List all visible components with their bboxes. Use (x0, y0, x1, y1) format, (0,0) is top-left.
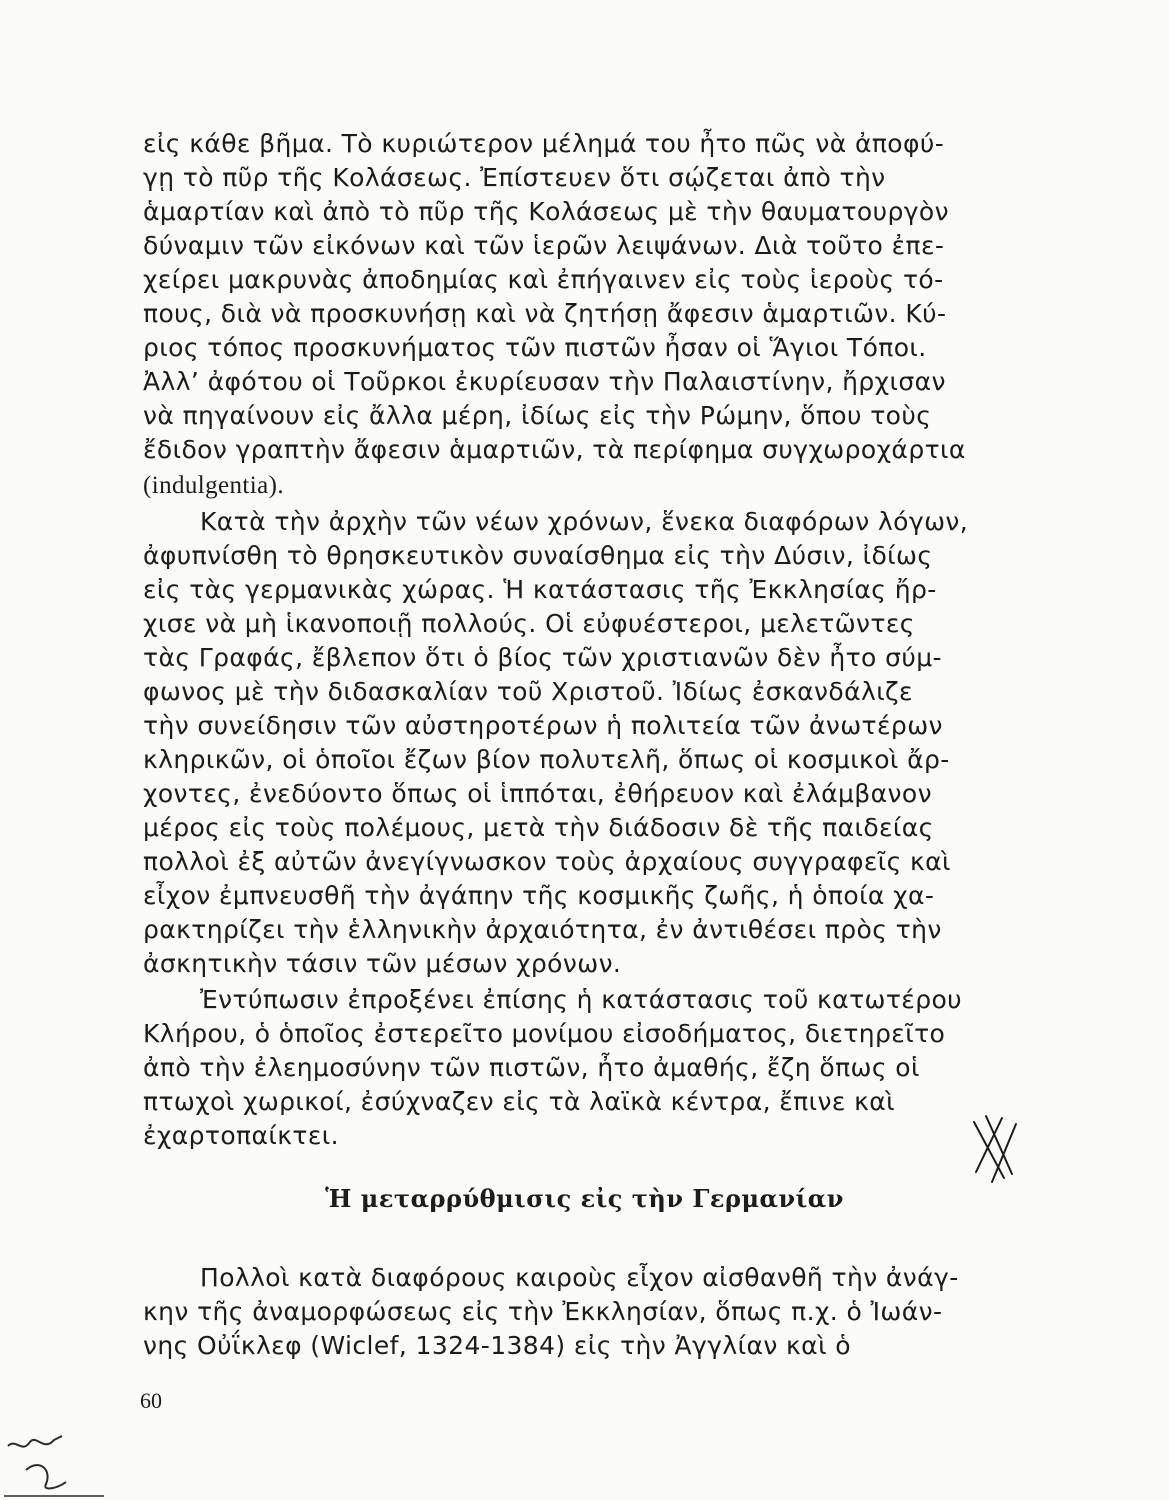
text-line: μέρος εἰς τοὺς πολέμους, μετὰ τὴν διάδοσιν δὲ τῆς παιδείας (143, 813, 934, 842)
section-heading: Ἡ μεταρρύθμισις εἰς τὴν Γερμανίαν (325, 1184, 844, 1213)
text-line: εἰς κάθε βῆμα. Τὸ κυριώτερον μέλημά του ἦτο πῶς νὰ ἀποφύ- (143, 129, 945, 158)
text-line: κην τῆς ἀναμορφώσεως εἰς τὴν Ἐκκλησίαν, ὅπως π.χ. ὁ Ἰωάν- (143, 1297, 943, 1326)
handwritten-cross-mark (964, 1108, 1024, 1186)
text-line: νὰ πηγαίνουν εἰς ἄλλα μέρη, ἰδίως εἰς τὴν Ρώμην, ὅπου τοὺς (143, 401, 932, 430)
text-line: φωνος μὲ τὴν διδασκαλίαν τοῦ Χριστοῦ. Ἰδίως ἐσκανδάλιζε (143, 677, 913, 706)
text-line: χείρει μακρυνὰς ἀποδημίας καὶ ἐπήγαινεν εἰς τοὺς ἱεροὺς τό- (143, 265, 944, 294)
page-number: 60 (140, 1388, 162, 1413)
text-line: πολλοὶ ἐξ αὐτῶν ἀνεγίγνωσκον τοὺς ἀρχαίους συγγραφεῖς καὶ (143, 847, 951, 876)
text-line: ἐχαρτοπαίκτει. (143, 1121, 339, 1150)
text-line: ἔδιδον γραπτὴν ἄφεσιν ἁμαρτιῶν, τὰ περίφημα συγχωροχάρτια (143, 435, 966, 464)
text-line: εἶχον ἐμπνευσθῆ τὴν ἀγάπην τῆς κοσμικῆς ζωῆς, ἡ ὁποία χα- (143, 881, 935, 910)
text-line: δύναμιν τῶν εἰκόνων καὶ τῶν ἱερῶν λειψάνων. Διὰ τοῦτο ἐπε- (143, 231, 945, 260)
text-line: Κατὰ τὴν ἀρχὴν τῶν νέων χρόνων, ἕνεκα διαφόρων λόγων, (200, 507, 969, 536)
handwritten-margin-scribble (0, 1430, 110, 1500)
text-line: ἀφυπνίσθη τὸ θρησκευτικὸν συναίσθημα εἰς τὴν Δύσιν, ἰδίως (143, 541, 933, 570)
text-line: τὴν συνείδησιν τῶν αὐστηροτέρων ἡ πολιτεία τῶν ἀνωτέρων (143, 711, 943, 740)
text-line: κληρικῶν, οἱ ὁποῖοι ἔζων βίον πολυτελῆ, ὅπως οἱ κοσμικοὶ ἄρ- (143, 745, 950, 774)
text-line: γῃ τὸ πῦρ τῆς Κολάσεως. Ἐπίστευεν ὅτι σῴζεται ἀπὸ τὴν (143, 163, 886, 192)
text-line: Ἀλλ’ ἀφότου οἱ Τοῦρκοι ἐκυρίευσαν τὴν Παλαιστίνην, ἤρχισαν (143, 367, 946, 396)
text-line: ἀπὸ τὴν ἐλεημοσύνην τῶν πιστῶν, ἦτο ἀμαθής, ἔζη ὅπως οἱ (143, 1053, 920, 1082)
text-line: ἁμαρτίαν καὶ ἀπὸ τὸ πῦρ τῆς Κολάσεως μὲ τὴν θαυματουργὸν (143, 197, 949, 226)
text-line: τὰς Γραφάς, ἔβλεπον ὅτι ὁ βίος τῶν χριστιανῶν δὲν ἦτο σύμ- (143, 643, 942, 672)
text-line: χισε νὰ μὴ ἱκανοποιῇ πολλούς. Οἱ εὐφυέστεροι, μελετῶντες (143, 609, 915, 638)
text-line: εἰς τὰς γερμανικὰς χώρας. Ἡ κατάστασις τῆς Ἐκκλησίας ἤρ- (143, 575, 937, 604)
text-line: Κλήρου, ὁ ὁποῖος ἐστερεῖτο μονίμου εἰσοδήματος, διετηρεῖτο (143, 1019, 946, 1048)
text-line: ἀσκητικὴν τάσιν τῶν μέσων χρόνων. (143, 949, 622, 978)
text-line: νης Οὐΐκλεφ (Wiclef, 1324-1384) εἰς τὴν Ἀγγλίαν καὶ ὁ (143, 1331, 851, 1360)
text-line: Πολλοὶ κατὰ διαφόρους καιροὺς εἶχον αἰσθανθῆ τὴν ἀνάγ- (200, 1263, 959, 1292)
text-line: χοντες, ἐνεδύοντο ὅπως οἱ ἱππόται, ἐθήρευον καὶ ἐλάμβανον (143, 779, 932, 808)
text-line: πους, διὰ νὰ προσκυνήσῃ καὶ νὰ ζητήσῃ ἄφεσιν ἁμαρτιῶν. Κύ- (143, 299, 947, 328)
text-line: ριος τόπος προσκυνήματος τῶν πιστῶν ἦσαν οἱ Ἅγιοι Τόποι. (143, 333, 927, 362)
text-line: (indulgentia). (143, 472, 284, 499)
text-line: πτωχοὶ χωρικοί, ἐσύχναζεν εἰς τὰ λαϊκὰ κέντρα, ἔπινε καὶ (143, 1087, 895, 1116)
text-line: ρακτηρίζει τὴν ἑλληνικὴν ἀρχαιότητα, ἐν ἀντιθέσει πρὸς τὴν (143, 915, 942, 944)
text-line: Ἐντύπωσιν ἐπροξένει ἐπίσης ἡ κατάστασις τοῦ κατωτέρου (200, 985, 963, 1014)
